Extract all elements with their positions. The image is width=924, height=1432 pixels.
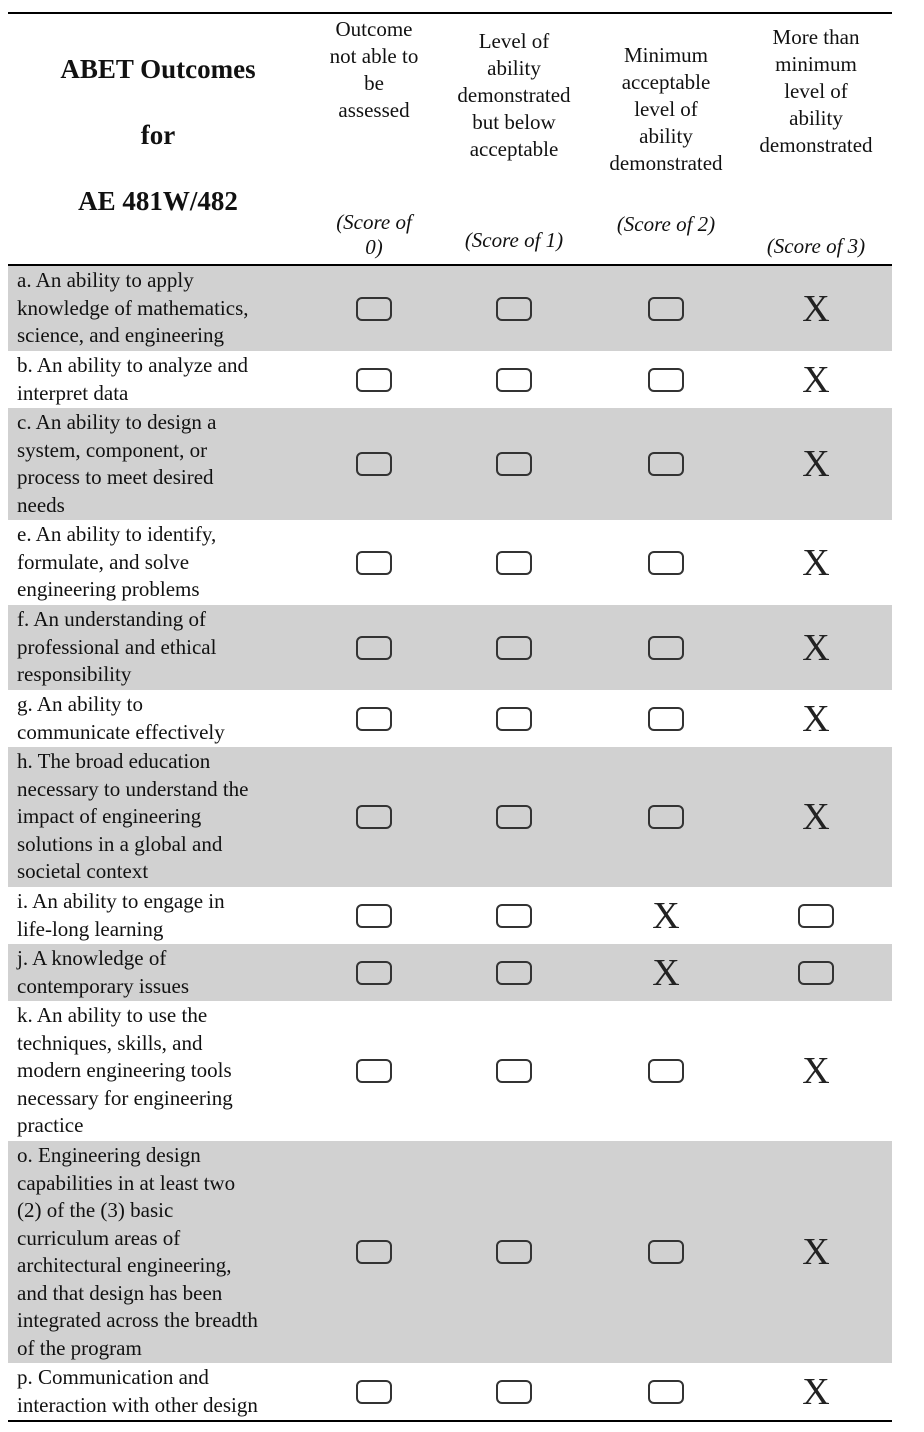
table-row	[8, 408, 892, 520]
table-row	[8, 1141, 892, 1363]
score-mark-x[interactable]: X	[802, 1231, 830, 1273]
score-mark-x[interactable]: X	[802, 1050, 830, 1092]
outcome-description-line: interaction with other design	[17, 1392, 258, 1417]
column-label-line: minimum	[775, 52, 857, 76]
column-score-line: (Score of 1)	[464, 228, 564, 252]
outcome-description-line: professional and ethical	[17, 634, 217, 659]
column-score	[444, 228, 584, 253]
outcome-description-line: modern engineering tools	[17, 1058, 232, 1083]
outcome-description-line: science, and engineering	[17, 323, 224, 348]
outcome-description-line: e. An ability to identify,	[17, 522, 217, 547]
outcome-description-line: communicate effectively	[17, 719, 225, 744]
table-row	[8, 690, 892, 747]
outcome-description-line: integrated across the breadth	[17, 1308, 258, 1332]
score-checkbox[interactable]	[356, 707, 392, 731]
table-row	[8, 1001, 892, 1141]
column-label-line: assessed	[338, 98, 410, 122]
score-checkbox[interactable]	[356, 551, 392, 575]
table-header	[8, 14, 892, 264]
score-checkbox[interactable]	[496, 1240, 532, 1264]
outcome-description-line: h. The broad education	[17, 749, 211, 774]
column-header-3	[741, 14, 891, 264]
table-bottom-rule	[8, 1420, 892, 1422]
score-checkbox[interactable]	[648, 636, 684, 660]
outcome-description	[8, 409, 298, 519]
column-label	[314, 16, 434, 124]
score-checkbox[interactable]	[356, 1059, 392, 1083]
score-checkbox[interactable]	[798, 961, 834, 985]
table-row	[8, 605, 892, 690]
outcome-description-line: formulate, and solve	[17, 549, 190, 574]
outcome-description	[8, 352, 298, 407]
outcome-description-line: process to meet desired	[17, 465, 214, 489]
outcome-description-line: b. An ability to analyze and	[17, 353, 248, 377]
score-checkbox[interactable]	[648, 805, 684, 829]
outcome-description-line: contemporary issues	[17, 973, 190, 998]
outcome-description-line: o. Engineering design	[17, 1143, 201, 1167]
outcome-description-line: f. An understanding of	[17, 607, 206, 632]
score-checkbox[interactable]	[356, 636, 392, 660]
outcome-description-line: architectural engineering,	[17, 1253, 232, 1277]
outcome-description-line: curriculum areas of	[17, 1225, 181, 1250]
score-mark-x[interactable]: X	[802, 541, 830, 584]
column-score-line: (Score of 3)	[766, 234, 866, 258]
table-body	[8, 266, 892, 1420]
outcome-description	[8, 267, 298, 350]
outcome-description-line: techniques, skills, and	[17, 1030, 203, 1055]
table-row	[8, 887, 892, 944]
score-checkbox[interactable]	[356, 368, 392, 392]
column-score	[591, 212, 741, 237]
outcome-description-line: engineering problems	[17, 577, 200, 602]
outcome-description-line: g. An ability to	[17, 692, 143, 716]
score-checkbox[interactable]	[496, 1059, 532, 1083]
table-row	[8, 266, 892, 351]
score-mark-x[interactable]: X	[652, 894, 680, 937]
score-checkbox[interactable]	[496, 551, 532, 575]
outcome-description	[8, 521, 298, 604]
score-mark-x[interactable]: X	[802, 1370, 830, 1413]
score-checkbox[interactable]	[496, 805, 532, 829]
column-label-line: not able to	[329, 44, 419, 68]
title-line-1: ABET Outcomes	[60, 54, 256, 84]
column-label-line: demonstrated	[609, 151, 723, 175]
outcome-description-line: of the program	[17, 1335, 142, 1360]
score-checkbox[interactable]	[648, 368, 684, 392]
column-header-0	[314, 14, 434, 264]
outcome-description-line: interpret data	[17, 380, 129, 405]
outcome-description	[8, 748, 298, 886]
score-checkbox[interactable]	[356, 452, 392, 476]
score-checkbox[interactable]	[356, 1240, 392, 1264]
outcome-description-line: i. An ability to engage in	[17, 889, 225, 913]
score-checkbox[interactable]	[496, 297, 532, 321]
outcome-description-line: capabilities in at least two	[17, 1170, 236, 1195]
score-mark-x[interactable]: X	[802, 626, 830, 669]
column-score	[741, 234, 891, 259]
score-checkbox[interactable]	[496, 1380, 532, 1404]
column-label-line: More than	[772, 25, 860, 49]
outcome-description	[8, 691, 298, 746]
column-label-line: be	[364, 71, 384, 95]
score-mark-x[interactable]: X	[802, 697, 830, 740]
table-row	[8, 1363, 892, 1420]
outcome-description	[8, 1364, 298, 1419]
outcome-description	[8, 606, 298, 689]
score-checkbox[interactable]	[496, 707, 532, 731]
column-label	[741, 24, 891, 159]
outcome-description-line: practice	[17, 1113, 84, 1138]
outcome-description-line: societal context	[17, 859, 149, 884]
column-label-line: level of	[634, 97, 698, 121]
column-label	[444, 28, 584, 163]
score-checkbox[interactable]	[496, 368, 532, 392]
column-label-line: ability	[639, 124, 693, 148]
table-row	[8, 747, 892, 887]
score-mark-x[interactable]: X	[802, 796, 830, 838]
column-score-line: (Score of 2)	[616, 212, 716, 236]
score-checkbox[interactable]	[798, 904, 834, 928]
score-checkbox[interactable]	[356, 805, 392, 829]
column-label	[591, 42, 741, 177]
outcome-description-line: impact of engineering	[17, 804, 202, 829]
outcome-description-line: system, component, or	[17, 437, 208, 462]
score-checkbox[interactable]	[496, 452, 532, 476]
outcome-description-line: life-long learning	[17, 916, 164, 941]
outcome-description-line: necessary to understand the	[17, 776, 249, 801]
score-checkbox[interactable]	[648, 297, 684, 321]
column-label-line: acceptable	[469, 137, 559, 161]
score-mark-x[interactable]: X	[652, 951, 680, 994]
score-checkbox[interactable]	[648, 452, 684, 476]
score-checkbox[interactable]	[496, 961, 532, 985]
outcome-description-line: p. Communication and	[17, 1365, 209, 1389]
outcome-description	[8, 1002, 298, 1140]
score-checkbox[interactable]	[496, 636, 532, 660]
score-checkbox[interactable]	[648, 1240, 684, 1264]
outcome-description-line: responsibility	[17, 662, 132, 687]
outcome-description	[8, 1142, 298, 1362]
outcome-description-line: j. A knowledge of	[17, 946, 167, 970]
abet-assessment-table	[8, 12, 892, 1422]
score-mark-x[interactable]: X	[802, 443, 830, 485]
score-checkbox[interactable]	[356, 1380, 392, 1404]
column-label-line: Minimum	[623, 43, 708, 67]
outcome-description-line: and that design has been	[17, 1280, 223, 1305]
score-checkbox[interactable]	[648, 551, 684, 575]
column-score-line: 0)	[365, 235, 383, 259]
column-score	[314, 210, 434, 260]
outcome-description-line: needs	[17, 492, 65, 517]
table-row	[8, 520, 892, 605]
table-title	[8, 54, 308, 252]
outcome-description	[8, 888, 298, 943]
outcome-description-line: k. An ability to use the	[17, 1003, 208, 1028]
outcome-description-line: c. An ability to design a	[17, 410, 217, 434]
score-checkbox[interactable]	[356, 961, 392, 985]
score-checkbox[interactable]	[648, 707, 684, 731]
title-line-2: for	[140, 120, 176, 150]
column-score-line: (Score of	[336, 210, 412, 234]
column-label-line: but below	[472, 110, 556, 134]
outcome-description	[8, 945, 298, 1000]
table-row	[8, 944, 892, 1001]
score-mark-x[interactable]: X	[802, 358, 830, 401]
outcome-description-line: knowledge of mathematics,	[17, 295, 249, 320]
outcome-description-line: (2) of the (3) basic	[17, 1198, 174, 1222]
column-label-line: Level of	[478, 29, 550, 53]
column-label-line: demonstrated	[759, 133, 873, 157]
column-header-1	[444, 14, 584, 264]
score-checkbox[interactable]	[648, 1059, 684, 1083]
score-checkbox[interactable]	[356, 297, 392, 321]
score-checkbox[interactable]	[648, 1380, 684, 1404]
score-mark-x[interactable]: X	[802, 287, 830, 330]
outcome-description-line: a. An ability to apply	[17, 268, 194, 293]
outcome-description-line: necessary for engineering	[17, 1085, 233, 1110]
score-checkbox[interactable]	[496, 904, 532, 928]
column-label-line: demonstrated	[457, 83, 571, 107]
column-label-line: ability	[487, 56, 541, 80]
table-row	[8, 351, 892, 408]
score-checkbox[interactable]	[356, 904, 392, 928]
column-label-line: ability	[789, 106, 843, 130]
title-line-3: AE 481W/482	[78, 186, 238, 216]
column-label-line: acceptable	[621, 70, 711, 94]
column-header-2	[591, 14, 741, 264]
outcome-description-line: solutions in a global and	[17, 831, 223, 856]
column-label-line: Outcome	[335, 17, 413, 41]
column-label-line: level of	[784, 79, 848, 103]
